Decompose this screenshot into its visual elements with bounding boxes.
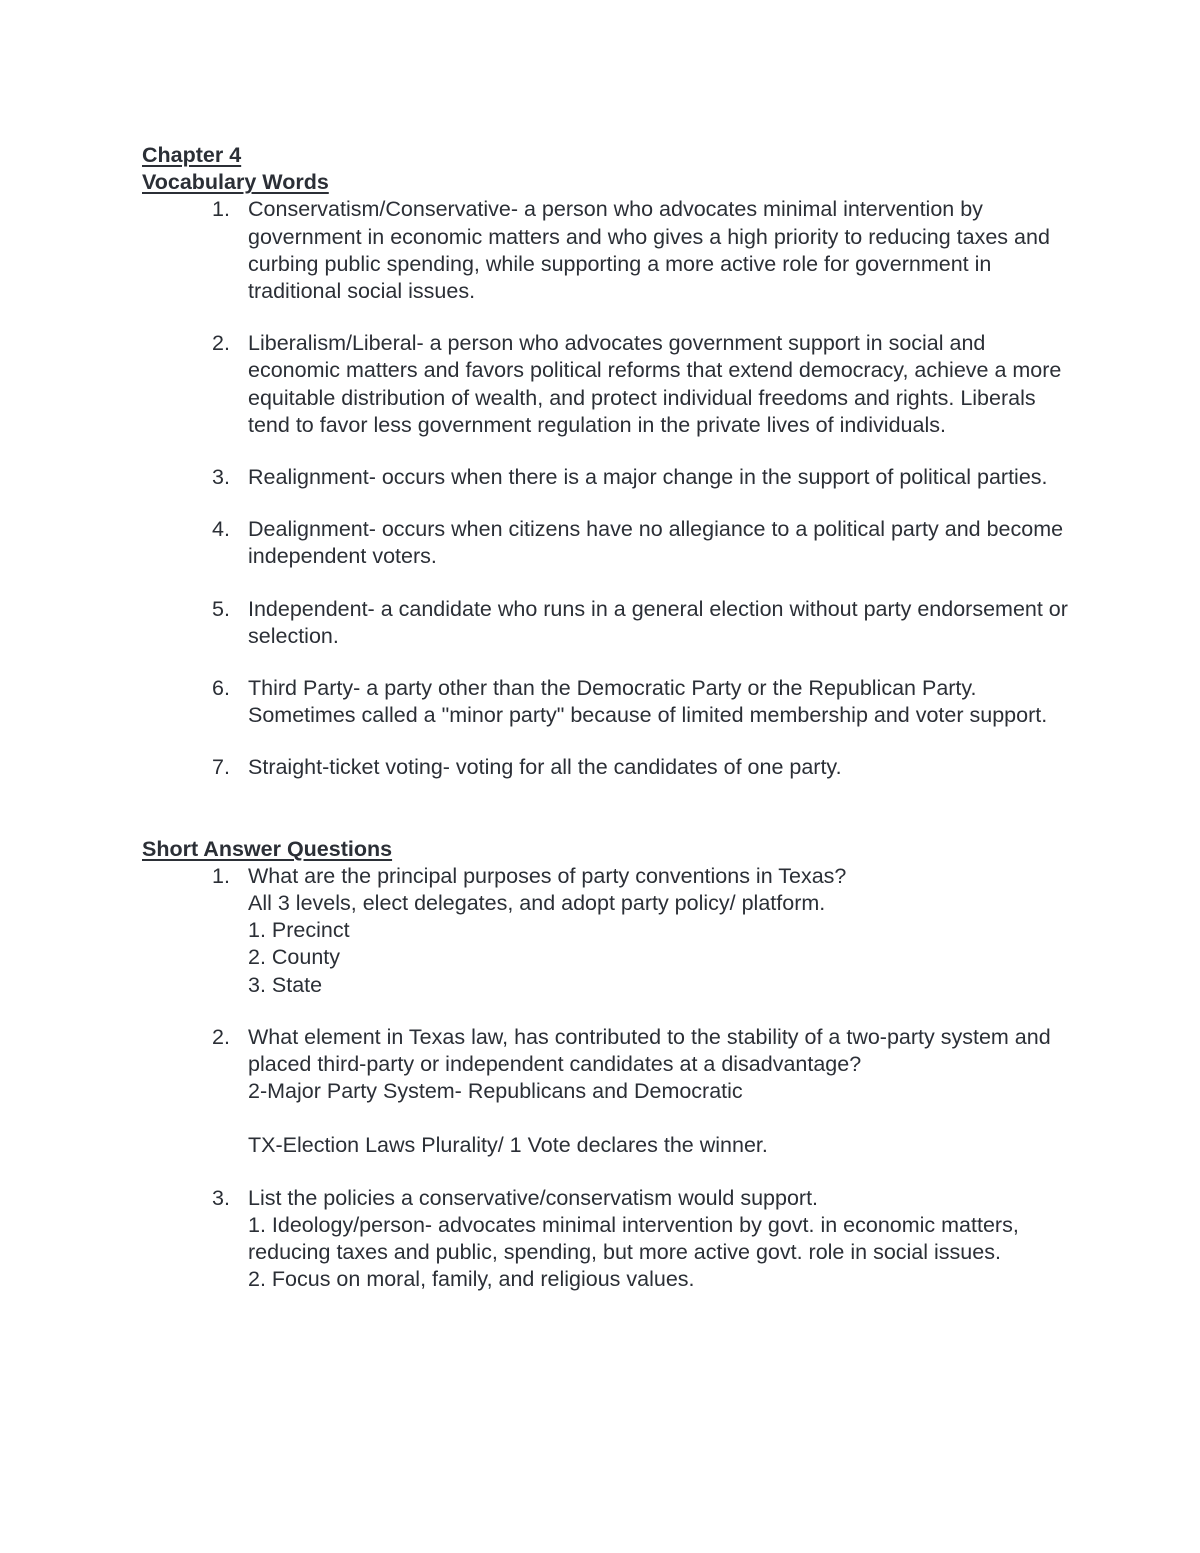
- vocab-definition: Conservatism/Conservative- a person who advocates minimal intervention by government in economic matters and who gives a high priority to reducing taxes and curbing public spending, while supporting a more active role for government in traditional social issues.: [248, 197, 1050, 304]
- item-number: 6.: [212, 676, 230, 701]
- list-item: [142, 1024, 1082, 1160]
- item-number: 1.: [212, 863, 230, 888]
- answer-line: 1. Ideology/person- advocates minimal intervention by govt. in economic matters, reducing taxes and public, spending, but more active govt. role in social issues.: [248, 1212, 1019, 1265]
- answer-line: All 3 levels, elect delegates, and adopt party policy/ platform.: [248, 891, 826, 916]
- answer-line: 3. State: [248, 972, 323, 997]
- vocab-definition: Straight-ticket voting- voting for all the candidates of one party.: [248, 755, 842, 780]
- answer-line: 2. County: [248, 945, 341, 970]
- vocab-definition: Independent- a candidate who runs in a general election without party endorsement or selection.: [248, 596, 1068, 648]
- item-number: 7.: [212, 755, 230, 780]
- answer-line: 2-Major Party System- Republicans and Democratic: [248, 1079, 743, 1104]
- item-number: 3.: [212, 465, 230, 490]
- short-answer-heading: Short Answer Questions: [142, 836, 393, 861]
- item-number: 3.: [212, 1185, 230, 1210]
- vocab-definition: Liberalism/Liberal- a person who advocates government support in social and economic matters and favors political reforms that extend democracy, achieve a more equitable distribution of wealth, and protect individual freedoms and rights. Liberals tend to favor less government regulation in the private lives of individuals.: [248, 331, 1062, 437]
- vocab-definition: Dealignment- occurs when citizens have no allegiance to a political party and become independent voters.: [248, 517, 1064, 569]
- list-item: [142, 196, 1082, 305]
- chapter-title: Chapter 4: [142, 143, 242, 167]
- answer-blank-line: [248, 1105, 1082, 1132]
- question-list: [142, 863, 1082, 1294]
- list-item: [142, 464, 1082, 491]
- question-text: What are the principal purposes of party conventions in Texas?: [248, 863, 847, 888]
- item-number: 1.: [212, 197, 230, 222]
- question-text: What element in Texas law, has contributed to the stability of a two-party system and placed third-party or independent candidates at a disadvantage?: [248, 1024, 1051, 1077]
- item-number: 2.: [212, 1024, 230, 1049]
- item-number: 4.: [212, 517, 230, 542]
- section-spacer: [142, 782, 1082, 836]
- document-page: [142, 142, 1082, 1294]
- vocabulary-list: [142, 196, 1082, 781]
- answer-line: TX-Election Laws Plurality/ 1 Vote declares the winner.: [248, 1133, 768, 1158]
- answer-line: 1. Precinct: [248, 918, 350, 943]
- item-number: 5.: [212, 596, 230, 621]
- question-text: List the policies a conservative/conservatism would support.: [248, 1185, 819, 1210]
- answer-line: 2. Focus on moral, family, and religious values.: [248, 1267, 695, 1292]
- vocab-definition: Third Party- a party other than the Democratic Party or the Republican Party. Sometimes called a "minor party" because of limited membership and voter support.: [248, 676, 1048, 728]
- list-item: [142, 754, 1082, 781]
- list-item: [142, 330, 1082, 439]
- list-item: [142, 1185, 1082, 1294]
- vocab-definition: Realignment- occurs when there is a major change in the support of political parties.: [248, 465, 1048, 490]
- vocabulary-heading: Vocabulary Words: [142, 170, 329, 195]
- list-item: [142, 516, 1082, 570]
- item-number: 2.: [212, 331, 230, 356]
- list-item: [142, 675, 1082, 729]
- list-item: [142, 596, 1082, 650]
- list-item: [142, 863, 1082, 999]
